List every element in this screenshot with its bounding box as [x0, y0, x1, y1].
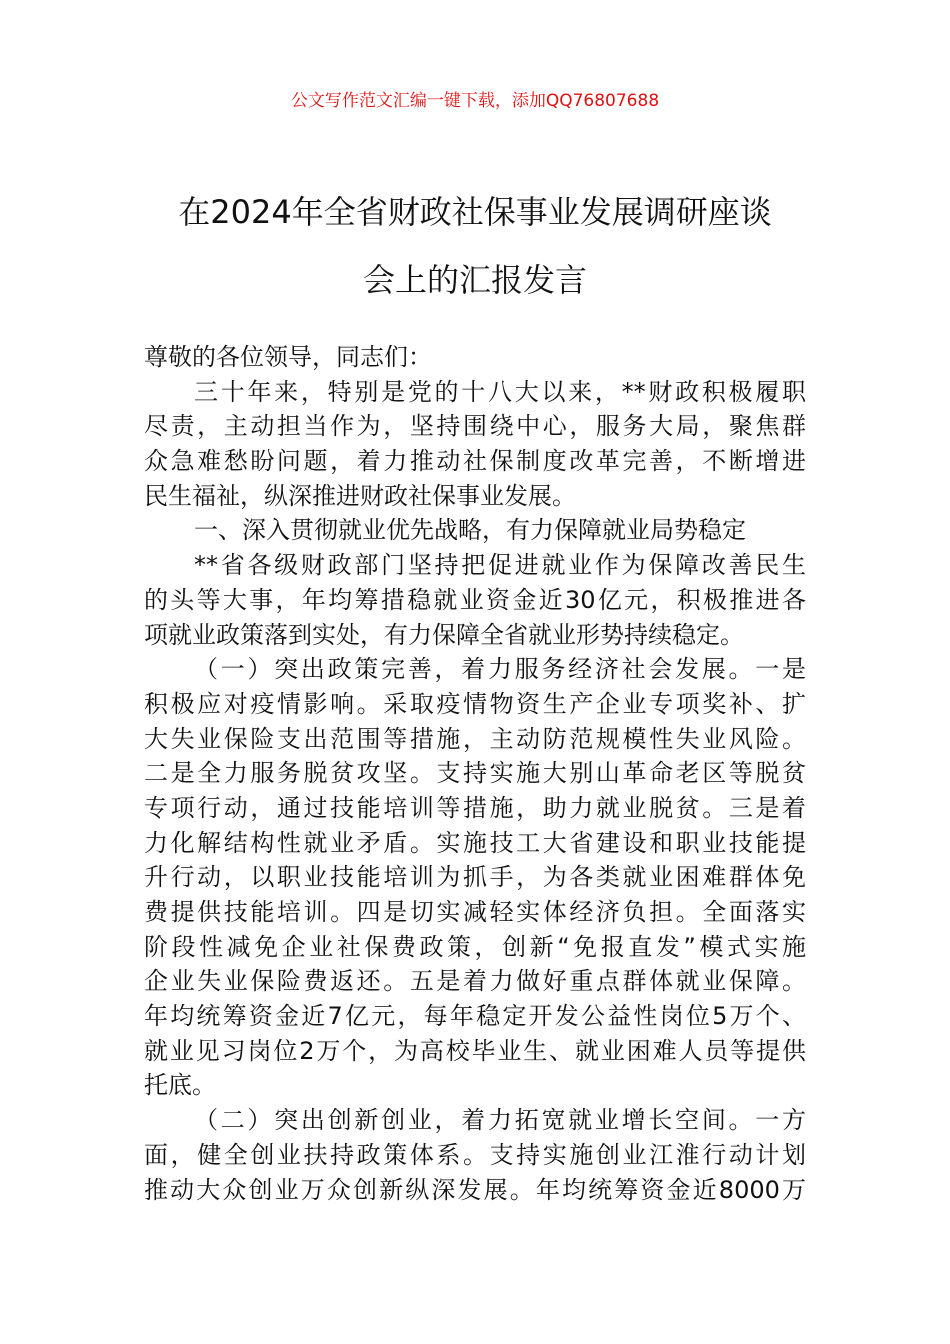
paragraph-line: 升行动，以职业技能培训为抓手，为各类就业困难群体免 [144, 863, 806, 892]
paragraph-line: 一、深入贯彻就业优先战略，有力保障就业局势稳定 [194, 516, 746, 545]
paragraph-line: （二）突出创新创业，着力拓宽就业增长空间。一方 [194, 1106, 806, 1135]
paragraph-line: 二是全力服务脱贫攻坚。支持实施大别山革命老区等脱贫 [144, 759, 806, 788]
paragraph-line: 专项行动，通过技能培训等措施，助力就业脱贫。三是着 [144, 793, 806, 822]
paragraph-line: （一）突出政策完善，着力服务经济社会发展。一是 [194, 655, 806, 684]
paragraph-line: 面，健全创业扶持政策体系。支持实施创业江淮行动计划 [144, 1140, 806, 1169]
paragraph-line: 费提供技能培训。四是切实减轻实体经济负担。全面落实 [144, 898, 806, 926]
paragraph-line: 民生福祉，纵深推进财政社保事业发展。 [144, 481, 576, 510]
paragraph-line: 众急难愁盼问题，着力推动社保制度改革完善，不断增进 [144, 447, 806, 476]
watermark-header: 公文写作范文汇编一键下载，添加QQ76807688 [290, 91, 660, 111]
paragraph-line: 项就业政策落到实处，有力保障全省就业形势持续稳定。 [144, 620, 744, 649]
paragraph-line: 力化解结构性就业矛盾。实施技工大省建设和职业技能提 [144, 828, 806, 857]
paragraph-line: 阶段性减免企业社保费政策，创新“免报直发”模式实施 [144, 932, 806, 961]
paragraph-line: 尽责，主动担当作为，坚持围绕中心，服务大局，聚焦群 [144, 412, 806, 441]
title-line: 会上的汇报发言 [362, 261, 587, 299]
document-title [0, 178, 950, 314]
paragraph-line: **省各级财政部门坚持把促进就业作为保障改善民生 [194, 551, 806, 580]
paragraph-line: 大失业保险支出范围等措施，主动防范规模性失业风险。 [144, 724, 806, 753]
paragraph-line: 托底。 [144, 1071, 216, 1100]
paragraph-line: 的头等大事，年均筹措稳就业资金近30亿元，积极推进各 [144, 585, 806, 614]
paragraph-line: 三十年来，特别是党的十八大以来，**财政积极履职 [194, 377, 806, 406]
title-line: 在2024年全省财政社保事业发展调研座谈 [178, 193, 772, 231]
paragraph-line: 推动大众创业万众创新纵深发展。年均统筹资金近8000万 [144, 1175, 806, 1204]
paragraph-line: 企业失业保险费返还。五是着力做好重点群体就业保障。 [144, 967, 806, 996]
paragraph-line: 就业见习岗位2万个，为高校毕业生、就业困难人员等提供 [144, 1036, 806, 1065]
paragraph-line: 年均统筹资金近7亿元，每年稳定开发公益性岗位5万个、 [144, 1002, 806, 1031]
paragraph-line: 积极应对疫情影响。采取疫情物资生产企业专项奖补、扩 [144, 689, 806, 718]
paragraph-line: 尊敬的各位领导，同志们： [144, 343, 432, 371]
document-body [144, 340, 806, 1207]
